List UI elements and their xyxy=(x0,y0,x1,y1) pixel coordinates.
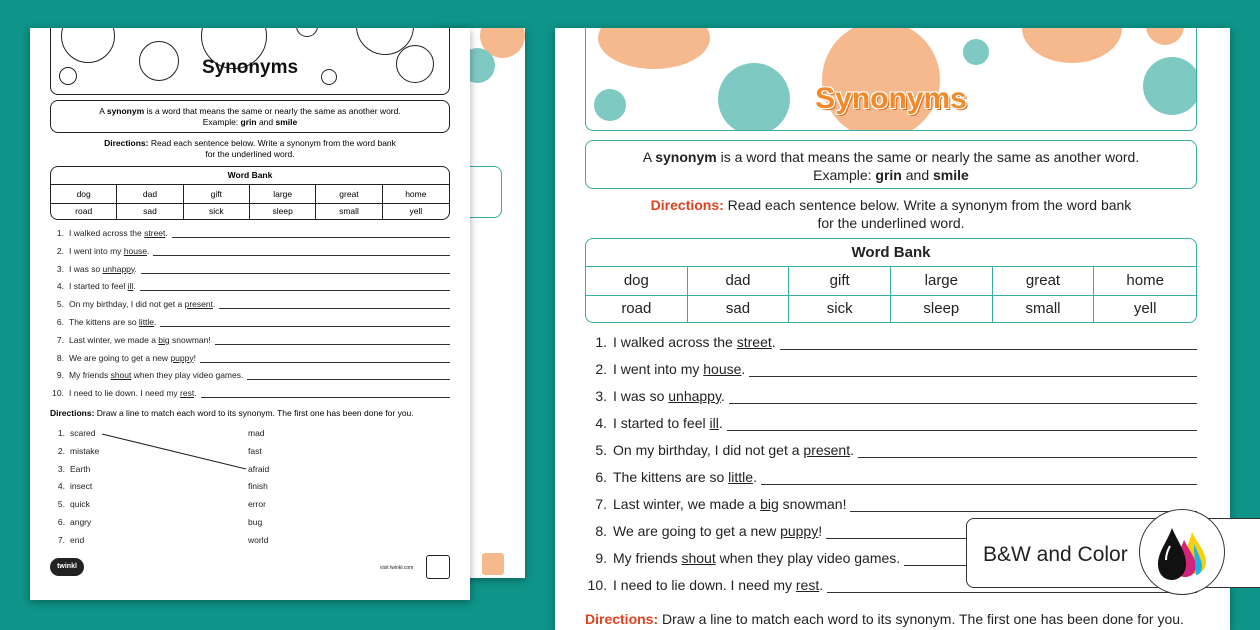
word-bank-cell: dad xyxy=(117,185,183,204)
match-number: 5. xyxy=(57,499,65,510)
match-left-item xyxy=(52,535,84,545)
sentence-number: 1. xyxy=(56,228,64,238)
sentence-number: 6. xyxy=(56,317,64,327)
match-right-item: error xyxy=(248,499,266,510)
sentence-text: We are going to get a new puppy! xyxy=(613,523,823,539)
word-bank-cell: great xyxy=(316,185,382,204)
word-bank-cell: sick xyxy=(789,295,891,323)
match-right-item: afraid xyxy=(248,463,270,474)
word-bank-row xyxy=(51,185,449,203)
word-bank-cell: road xyxy=(586,295,688,323)
answer-line[interactable] xyxy=(172,237,450,238)
sentence-number: 8. xyxy=(595,523,607,539)
sentence-text: I started to feel ill. xyxy=(613,415,723,431)
match-number: 3. xyxy=(57,463,65,474)
match-left-item xyxy=(52,517,91,527)
sentence-number: 3. xyxy=(56,263,64,274)
match-word: insect xyxy=(70,481,93,492)
word-bank-cell: dog xyxy=(586,267,688,296)
match-number: 1. xyxy=(57,428,65,438)
sentence-row xyxy=(50,228,450,238)
sentence-row xyxy=(50,353,450,363)
match-left-item xyxy=(52,464,90,474)
match-number: 4. xyxy=(57,481,65,492)
sentence-row xyxy=(585,442,1197,458)
match-right-item: world xyxy=(248,534,269,545)
match-right-item: fast xyxy=(248,445,262,456)
sentence-text: We are going to get a new puppy! xyxy=(69,352,196,363)
sentence-text: The kittens are so little. xyxy=(613,469,757,485)
sentence-text: I was so unhappy. xyxy=(613,388,725,404)
page-title: Synonyms xyxy=(815,82,967,115)
match-word: mistake xyxy=(70,445,100,456)
header-panel xyxy=(50,28,450,95)
word-bank xyxy=(50,166,450,220)
header-panel xyxy=(585,28,1197,131)
sentence-number: 6. xyxy=(595,469,607,485)
footer-url: visit twinkl.com xyxy=(380,565,414,571)
match-word: angry xyxy=(70,517,92,527)
sentence-row xyxy=(50,335,450,345)
word-bank-row xyxy=(586,295,1196,323)
sentence-text: My friends shout when they play video games. xyxy=(613,550,901,566)
answer-line[interactable] xyxy=(219,308,450,309)
sentence-number: 9. xyxy=(56,370,64,381)
sentence-number: 5. xyxy=(56,299,64,310)
match-directions: Directions: Draw a line to match each word to its synonym. The first one has been done for you. xyxy=(50,408,414,418)
answer-line[interactable] xyxy=(749,376,1197,377)
match-number: 6. xyxy=(57,517,65,527)
word-bank-cell: sleep xyxy=(891,295,993,323)
word-bank-cell: sleep xyxy=(250,203,316,220)
sentence-text: I walked across the street. xyxy=(613,334,776,350)
match-left-item xyxy=(52,499,90,509)
answer-line[interactable] xyxy=(729,403,1197,404)
answer-line[interactable] xyxy=(201,397,450,398)
definition-text: A synonym is a word that means the same or nearly the same as another word. xyxy=(99,106,401,116)
word-bank-cell: yell xyxy=(1133,300,1157,317)
sentence-number: 8. xyxy=(56,352,64,363)
bubble-decoration xyxy=(296,28,318,37)
bw-worksheet xyxy=(30,28,470,600)
sentence-row xyxy=(585,361,1197,377)
match-left-item xyxy=(52,428,96,438)
answer-line[interactable] xyxy=(141,273,450,274)
sentence-row xyxy=(50,246,450,256)
example-text: Example: grin and smile xyxy=(813,167,969,184)
answer-line[interactable] xyxy=(727,430,1197,431)
match-directions: Directions: Draw a line to match each word to its synonym. The first one has been done for you. xyxy=(585,611,1184,627)
directions-text: Directions: Read each sentence below. Write a synonym from the word bank for the underlined word. xyxy=(104,138,396,159)
word-bank-cell: road xyxy=(51,203,117,220)
match-word: end xyxy=(70,534,85,545)
word-bank-row xyxy=(586,267,1196,295)
footer-logo-edge xyxy=(482,553,504,575)
sentence-text: I walked across the street. xyxy=(69,228,168,238)
answer-line[interactable] xyxy=(761,484,1197,485)
sentence-row xyxy=(50,281,450,291)
word-bank-cell: home xyxy=(1094,267,1196,296)
definition-box xyxy=(585,140,1197,189)
sentence-row xyxy=(585,388,1197,404)
bubble-decoration xyxy=(963,39,989,65)
answer-line[interactable] xyxy=(247,379,450,380)
bubble-decoration xyxy=(1022,28,1122,63)
word-bank-cell: dad xyxy=(688,267,790,296)
twinkl-logo: twinkl xyxy=(50,558,84,576)
match-word: scared xyxy=(70,428,96,438)
sentence-text: I went into my house. xyxy=(613,361,746,377)
sentence-row xyxy=(50,317,450,327)
sentence-row xyxy=(50,388,450,398)
match-word: Earth xyxy=(70,463,91,474)
sentence-row xyxy=(50,299,450,309)
word-bank-cell: gift xyxy=(184,185,250,204)
word-bank-cell: great xyxy=(993,267,1095,296)
sentence-number: 2. xyxy=(56,245,64,256)
word-bank-cell: sick xyxy=(184,203,250,220)
sentence-row xyxy=(585,415,1197,431)
word-bank-cell: gift xyxy=(789,267,891,296)
match-right-item: finish xyxy=(248,481,268,492)
page-title: Synonyms xyxy=(201,57,299,78)
word-bank-cell: sad xyxy=(117,203,183,220)
word-bank-cell: small xyxy=(993,295,1095,323)
answer-line[interactable] xyxy=(215,344,450,345)
word-bank-cell: dog xyxy=(51,185,117,204)
sentence-text: I started to feel ill. xyxy=(69,281,136,292)
answer-line[interactable] xyxy=(160,326,450,327)
word-bank-cell: large xyxy=(891,267,993,296)
match-right-item: bug xyxy=(248,517,263,527)
sentence-row xyxy=(50,264,450,274)
word-bank-cell: home xyxy=(383,185,449,204)
sentence-text: I need to lie down. I need my rest. xyxy=(69,388,197,399)
answer-line[interactable] xyxy=(200,362,450,363)
sentence-row xyxy=(585,469,1197,485)
sentence-text: I was so unhappy. xyxy=(69,263,137,274)
sentence-number: 5. xyxy=(595,442,607,458)
sentence-text: On my birthday, I did not get a present. xyxy=(69,299,216,310)
footer-logo-box xyxy=(426,555,450,579)
sentence-text: I went into my house. xyxy=(69,245,150,256)
word-bank-cell: yell xyxy=(409,206,423,216)
match-number: 7. xyxy=(57,534,65,545)
sentence-text: Last winter, we made a big snowman! xyxy=(69,334,211,345)
word-bank xyxy=(585,238,1197,323)
ink-drops-icon xyxy=(1139,509,1225,595)
sentence-text: The kittens are so little. xyxy=(69,317,157,327)
match-number: 2. xyxy=(57,445,65,456)
answer-line[interactable] xyxy=(858,457,1197,458)
sentence-number: 1. xyxy=(595,334,607,350)
sentence-number: 7. xyxy=(595,496,607,512)
sentence-number: 10. xyxy=(52,388,64,399)
sentence-number: 9. xyxy=(595,550,607,566)
word-bank-cell: small xyxy=(316,203,382,220)
sentence-number: 10. xyxy=(587,577,607,593)
version-badge xyxy=(966,518,1260,588)
example-text: Example: grin and smile xyxy=(202,116,298,127)
sentence-text: I need to lie down. I need my rest. xyxy=(613,577,824,593)
answer-line[interactable] xyxy=(780,349,1197,350)
sentence-number: 4. xyxy=(56,281,64,292)
badge-label: B&W and Color xyxy=(983,543,1128,566)
word-bank-title: Word Bank xyxy=(586,239,1196,267)
word-bank-cell: large xyxy=(250,185,316,204)
sentence-number: 3. xyxy=(595,388,607,404)
match-left-item xyxy=(52,446,99,456)
answer-line[interactable] xyxy=(153,255,450,256)
sentence-number: 7. xyxy=(56,334,64,345)
bubble-decoration xyxy=(598,28,710,69)
directions-text: Directions: Read each sentence below. Write a synonym from the word bank for the underlined word. xyxy=(650,197,1132,232)
word-bank-title: Word Bank xyxy=(51,167,449,185)
answer-line[interactable] xyxy=(140,290,450,291)
sentence-row xyxy=(585,496,1197,512)
word-bank-row xyxy=(51,203,449,220)
word-bank-cell: sad xyxy=(688,295,790,323)
sentence-text: Last winter, we made a big snowman! xyxy=(613,496,847,512)
sentence-number: 2. xyxy=(595,361,607,377)
sentence-row xyxy=(585,334,1197,350)
sentence-text: On my birthday, I did not get a present. xyxy=(613,442,854,458)
definition-box xyxy=(50,100,450,133)
sentence-row xyxy=(50,370,450,380)
match-right-item: mad xyxy=(248,428,265,438)
bubble-decoration xyxy=(1146,28,1184,45)
sentence-text: My friends shout when they play video games. xyxy=(69,370,244,381)
match-word: quick xyxy=(70,499,90,510)
match-left-item xyxy=(52,481,92,491)
sentence-number: 4. xyxy=(595,415,607,431)
definition-text: A synonym is a word that means the same or nearly the same as another word. xyxy=(642,149,1140,165)
